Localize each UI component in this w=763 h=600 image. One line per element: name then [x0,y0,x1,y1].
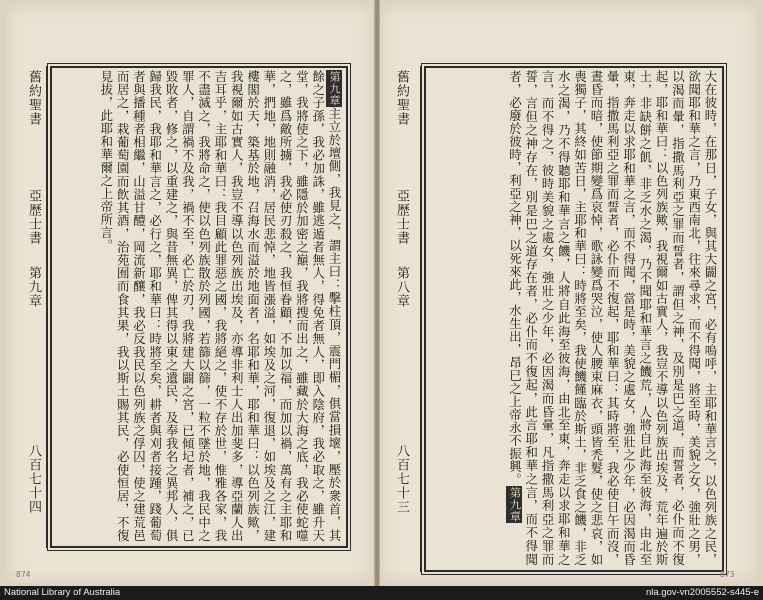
right-page-header-rule [420,66,421,572]
right-page-header-book: 亞歷士書 [394,189,409,245]
left-page [6,4,374,583]
left-page-body [54,70,342,542]
left-page-catalog-number: 874 [16,570,31,579]
left-page-header-chapter: 第九章 [26,266,41,308]
left-page-header-book: 亞歷士書 [26,189,41,245]
right-page-header-title: 舊約聖書 [394,70,409,126]
right-page [380,4,758,583]
right-page-header-chapter: 第八章 [394,266,409,308]
right-page-body-text: 大在彼時，在那日，子女，與其大闢之宮，必有嗚呼，主耶和華言之，以色列族之民，欲聞耶和華之言，乃東西南北，往來尋求，而不得聞，將至時，美貌之女，強壯之男，以渴而暈，指撒馬利亞之罪而誓者，謂但之神，及別是巴之道，而誓者，必仆而不復起，耶和華曰：以色列族歟，我視爾如古實人，我豈不導以色列族出埃及，荒年遍於斯土，非缺餅之飢，非乏水之渴，乃不聞耶和華言之饑荒，人將自此海至彼海，由北至東，奔走以求耶和華之言，而不得聞，當是時，美貌之處女，強壯之少年，必因渴而昏暈，指撒馬利亞之罪而誓者，必仆而不復起，耶和華曰：其時將至，我必使日午而沒，晝昏而暗，使節期變爲哀悼，歌詠變爲哭泣，使人腰束麻衣，頭皆禿髮，使之悲哀，如喪獨子，其終如苦日，主耶和華曰：時將至矣，我使饑饉臨於斯土，非乏食之饑，非乏水之渴，乃不得聽耶和華言之饑，人將自此海至彼海，由北至東，奔走以求耶和華之言，而不得之，彼時美貌之處女，強壯之少年，必因渴而昏暈，凡指撒馬利亞之罪而誓，言但之神存在，別是巴之道存在者，必仆而不復起，此言耶和華之言，而不得聞者，必廢於彼時，利亞之神，以死來此，水生出，昂巳之上帝永不振興。 [507,70,718,566]
right-page-header-page-number: 八百七十三 [394,444,409,514]
left-page-header-page-number: 八百七十四 [26,444,41,514]
right-page-catalog-number: 873 [720,570,735,579]
library-name: National Library of Australia [4,587,121,598]
right-page-body [428,70,718,566]
right-page-chapter-marker: 第九章 [506,486,522,523]
left-page-chapter-marker: 第九章 [326,70,342,107]
left-page-header-title: 舊約聖書 [26,70,41,126]
left-page-header-rule [46,66,47,548]
footer-bar [0,586,763,600]
left-page-body-text: 主立於壇側，我見之，謂主曰：擊柱頂，震門楣，俱當損壞，壓於衆首，其餘之子孫，我必加誅，雖逃遁者無人，得免者無人，即入陰府，我必取之，雖升天堂，我將使之下，雖隱於加密之巔，我將搜而出之，雖藏於大海之底，我必使蛇噬之，雖爲敵所擄，我必使刃殺之，我恒眷顧，不加以福，而加以禍，萬有之主耶和華，捫地，地則融消，居民悲悼，地皆漲溢，如埃及之河，復退，如埃及之江，建樓閣於天，築基於地，召海水而溢於地面者，名耶和華，耶和華曰：以色列族歟，我視爾如古實人，我豈不導以色列族出埃及，亦導非利士人出加斐多，導亞蘭人出吉耳乎，主耶和華曰：我目顧此罪惡之國，我將絕之，使不存於世，惟雅各家，我不盡滅之，我將命之，使以色列族散於列國，若篩以篩，一粒不墜於地，我民中之罪人，自謂禍不及我，禍不至，必亡於刃，我將建大闢之宮，已傾圮者，補之，已毀敗者，修之，以重建之，與昔無異，俾其得以東之遺民，及奉我名之異邦人，俱歸我民，我耶和華言之，必行之，耶和華曰：時將至矣，耕者與刈者接踵，踐葡萄者與播種者相繼，山溢甘醴，岡流新釀，我必反我民以色列族之俘囚，使之建荒邑而居之，栽葡萄園而飲其酒，治苑囿而食其果，我以斯土賜其民，必使恒居，不復見拔，此耶和華爾之上帝所言。 [98,70,342,542]
item-identifier: nla.gov-vn2005552-s445-e [645,587,759,598]
